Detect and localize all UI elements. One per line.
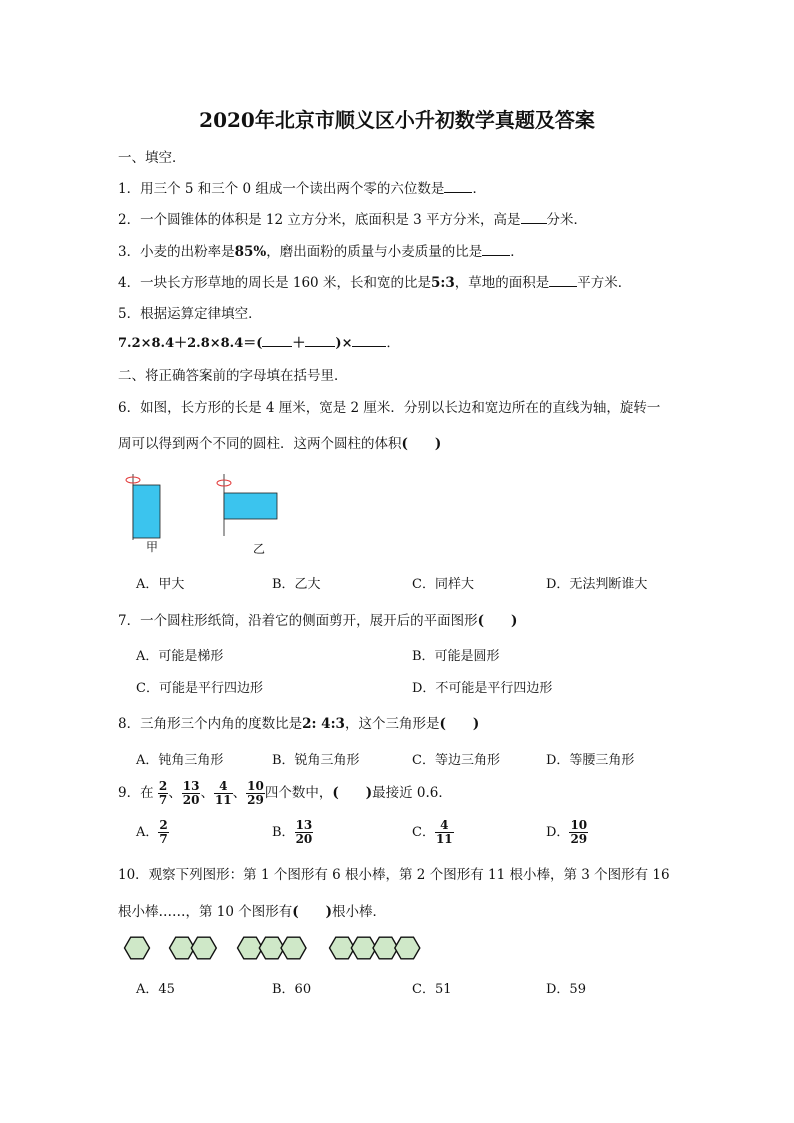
q9-option-a[interactable] xyxy=(136,816,169,850)
q9-option-b[interactable] xyxy=(272,816,313,850)
q7-text: 7．一个圆柱形纸筒，沿着它的侧面剪开，展开后的平面图形 xyxy=(118,613,478,629)
fraction-numerator: 10 xyxy=(570,818,588,832)
hexagon-icon xyxy=(191,937,216,959)
q9-option-d-fraction xyxy=(569,819,588,846)
q6-option-d[interactable]: D．无法判断谁大 xyxy=(546,577,648,592)
q6-option-a[interactable]: A．甲大 xyxy=(136,577,185,592)
q9-option-d[interactable] xyxy=(546,816,588,850)
fraction-denominator: 7 xyxy=(159,832,168,846)
q10-line-2-text-a: 根小棒……，第 10 个图形有 xyxy=(118,904,293,920)
q9-text-a: 9．在 xyxy=(118,785,154,801)
fraction-denominator: 20 xyxy=(182,793,200,807)
fraction-numerator: 2 xyxy=(159,818,168,832)
q2-text: 2．一个圆锥体的体积是 12 立方分米，底面积是 3 平方分米，高是 xyxy=(118,212,521,228)
hexagon-icon xyxy=(125,937,150,959)
q4-blank[interactable] xyxy=(549,274,577,287)
q8-option-a[interactable]: A．钝角三角形 xyxy=(136,753,224,768)
q7-option-b[interactable]: B．可能是圆形 xyxy=(412,649,500,664)
fraction-denominator: 29 xyxy=(570,832,588,846)
q8-text-a: 8．三角形三个内角的度数比是 xyxy=(118,716,303,732)
q9-option-b-fraction xyxy=(295,819,314,846)
q2-blank[interactable] xyxy=(521,211,547,224)
q9-option-c-fraction xyxy=(435,819,454,846)
q8-option-d[interactable]: D．等腰三角形 xyxy=(546,753,635,768)
q6-figure xyxy=(118,470,298,560)
q9-option-a-fraction xyxy=(158,819,168,846)
q7-option-d[interactable]: D．不可能是平行四边形 xyxy=(412,681,553,696)
question-3 xyxy=(118,240,524,260)
question-10-line-1: 10．观察下列图形：第 1 个图形有 6 根小棒，第 2 个图形有 11 根小棒，第 3 个图形有 16 xyxy=(118,867,670,883)
hexagon-icon xyxy=(395,937,420,959)
q9-text-c: 最接近 0.6． xyxy=(372,785,452,801)
fraction-numerator: 4 xyxy=(214,780,233,794)
question-5: 5．根据运算定律填空． xyxy=(118,306,262,322)
question-6-line-1: 6．如图，长方形的长是 4 厘米，宽是 2 厘米．分别以长边和宽边所在的直线为轴，旋转一 xyxy=(118,400,661,416)
q1-end: ． xyxy=(472,181,486,197)
figure-yi xyxy=(217,474,277,536)
q5-plus: ＋ xyxy=(292,336,306,351)
fraction-numerator: 4 xyxy=(435,819,454,833)
q5-end: ． xyxy=(386,336,400,351)
rectangle-yi xyxy=(224,493,277,519)
question-9 xyxy=(118,776,452,810)
q9-option-d-label: D． xyxy=(546,825,570,840)
figure-label-jia: 甲 xyxy=(146,540,159,554)
q8-answer-paren[interactable]: ( ) xyxy=(439,716,480,732)
q3-percent: 85% xyxy=(234,244,267,260)
q4-text-a: 4．一块长方形草地的周长是 160 米，长和宽的比是 xyxy=(118,275,431,291)
q9-option-a-label: A． xyxy=(136,825,159,840)
question-1 xyxy=(118,177,486,197)
q9-option-b-label: B． xyxy=(272,825,295,840)
q9-separator: 、 xyxy=(232,785,247,801)
question-7 xyxy=(118,609,517,629)
q2-end: 分米． xyxy=(546,212,588,228)
q8-option-b[interactable]: B．锐角三角形 xyxy=(272,753,360,768)
fraction-numerator: 13 xyxy=(182,779,200,793)
q7-answer-paren[interactable]: ( ) xyxy=(477,613,518,629)
q10-option-d[interactable]: D．59 xyxy=(546,982,586,997)
q5-expr: 7.2×8.4＋2.8×8.4＝( xyxy=(118,336,263,351)
section-2-heading: 二、将正确答案前的字母填在括号里． xyxy=(118,368,348,384)
q9-fraction-2 xyxy=(182,780,201,807)
page-title: 2020年北京市顺义区小升初数学真题及答案 xyxy=(199,108,595,132)
q9-separator: 、 xyxy=(168,785,182,801)
question-8 xyxy=(118,712,479,732)
q8-option-c[interactable]: C．等边三角形 xyxy=(412,753,500,768)
q8-ratio: 2: 4:3 xyxy=(302,716,345,732)
q8-text-b: ，这个三角形是 xyxy=(344,716,440,732)
fraction-denominator: 7 xyxy=(158,793,168,807)
hexagon-icon xyxy=(281,937,306,959)
q5-blank-3[interactable] xyxy=(352,334,386,347)
question-10-line-2 xyxy=(118,900,386,920)
fraction-numerator: 10 xyxy=(247,779,264,793)
q3-text-a: 3．小麦的出粉率是 xyxy=(118,244,235,260)
section-1-heading: 一、填空． xyxy=(118,150,186,166)
q6-answer-paren[interactable]: ( ) xyxy=(401,436,442,452)
question-6-line-2 xyxy=(118,432,441,452)
fraction-numerator: 13 xyxy=(295,818,313,832)
question-2 xyxy=(118,208,587,228)
q9-fraction-4 xyxy=(246,780,265,807)
q3-end: ． xyxy=(510,244,524,260)
q3-blank[interactable] xyxy=(482,243,510,256)
q9-separator: 、 xyxy=(200,785,214,801)
q10-line-2-text-b: 根小棒． xyxy=(332,904,387,920)
q4-text-b: ，草地的面积是 xyxy=(454,275,550,291)
q10-answer-paren[interactable]: ( ) xyxy=(292,904,333,920)
q3-text-b: ，磨出面粉的质量与小麦质量的比是 xyxy=(266,244,483,260)
figure-label-yi: 乙 xyxy=(253,542,266,556)
q5-blank-1[interactable] xyxy=(262,334,292,347)
q9-text-b: 四个数中， xyxy=(264,785,333,801)
question-4 xyxy=(118,271,631,291)
q9-fraction-3 xyxy=(214,780,233,807)
q1-blank[interactable] xyxy=(444,180,472,193)
q9-option-c-label: C． xyxy=(412,825,435,840)
q10-option-b[interactable]: B．60 xyxy=(272,982,312,997)
fraction-numerator: 2 xyxy=(158,779,168,793)
q10-option-a[interactable]: A．45 xyxy=(136,982,175,997)
fraction-denominator: 11 xyxy=(214,793,232,807)
fraction-denominator: 11 xyxy=(435,832,453,846)
q10-option-c[interactable]: C．51 xyxy=(412,982,452,997)
q5-blank-2[interactable] xyxy=(305,334,335,347)
q9-fraction-1 xyxy=(158,780,168,807)
q7-option-a[interactable]: A．可能是梯形 xyxy=(136,649,224,664)
q6-option-c[interactable]: C．同样大 xyxy=(412,577,474,592)
fraction-denominator: 29 xyxy=(247,793,264,807)
q5-times: )× xyxy=(335,336,353,351)
rectangle-jia xyxy=(133,485,160,538)
q9-answer-paren[interactable]: ( ) xyxy=(332,785,373,801)
q7-option-c[interactable]: C．可能是平行四边形 xyxy=(136,681,263,696)
question-5-expression xyxy=(118,332,399,351)
q10-hexagon-figures xyxy=(120,928,430,968)
q1-text: 1．用三个 5 和三个 0 组成一个读出两个零的六位数是 xyxy=(118,181,445,197)
figure-jia xyxy=(126,474,160,540)
q4-ratio: 5:3 xyxy=(430,275,455,291)
fraction-denominator: 20 xyxy=(295,832,313,846)
q4-end: 平方米． xyxy=(577,275,632,291)
q9-option-c[interactable] xyxy=(412,816,454,850)
q6-line-2-text: 周可以得到两个不同的圆柱．这两个圆柱的体积 xyxy=(118,436,402,452)
q6-option-b[interactable]: B．乙大 xyxy=(272,577,321,592)
